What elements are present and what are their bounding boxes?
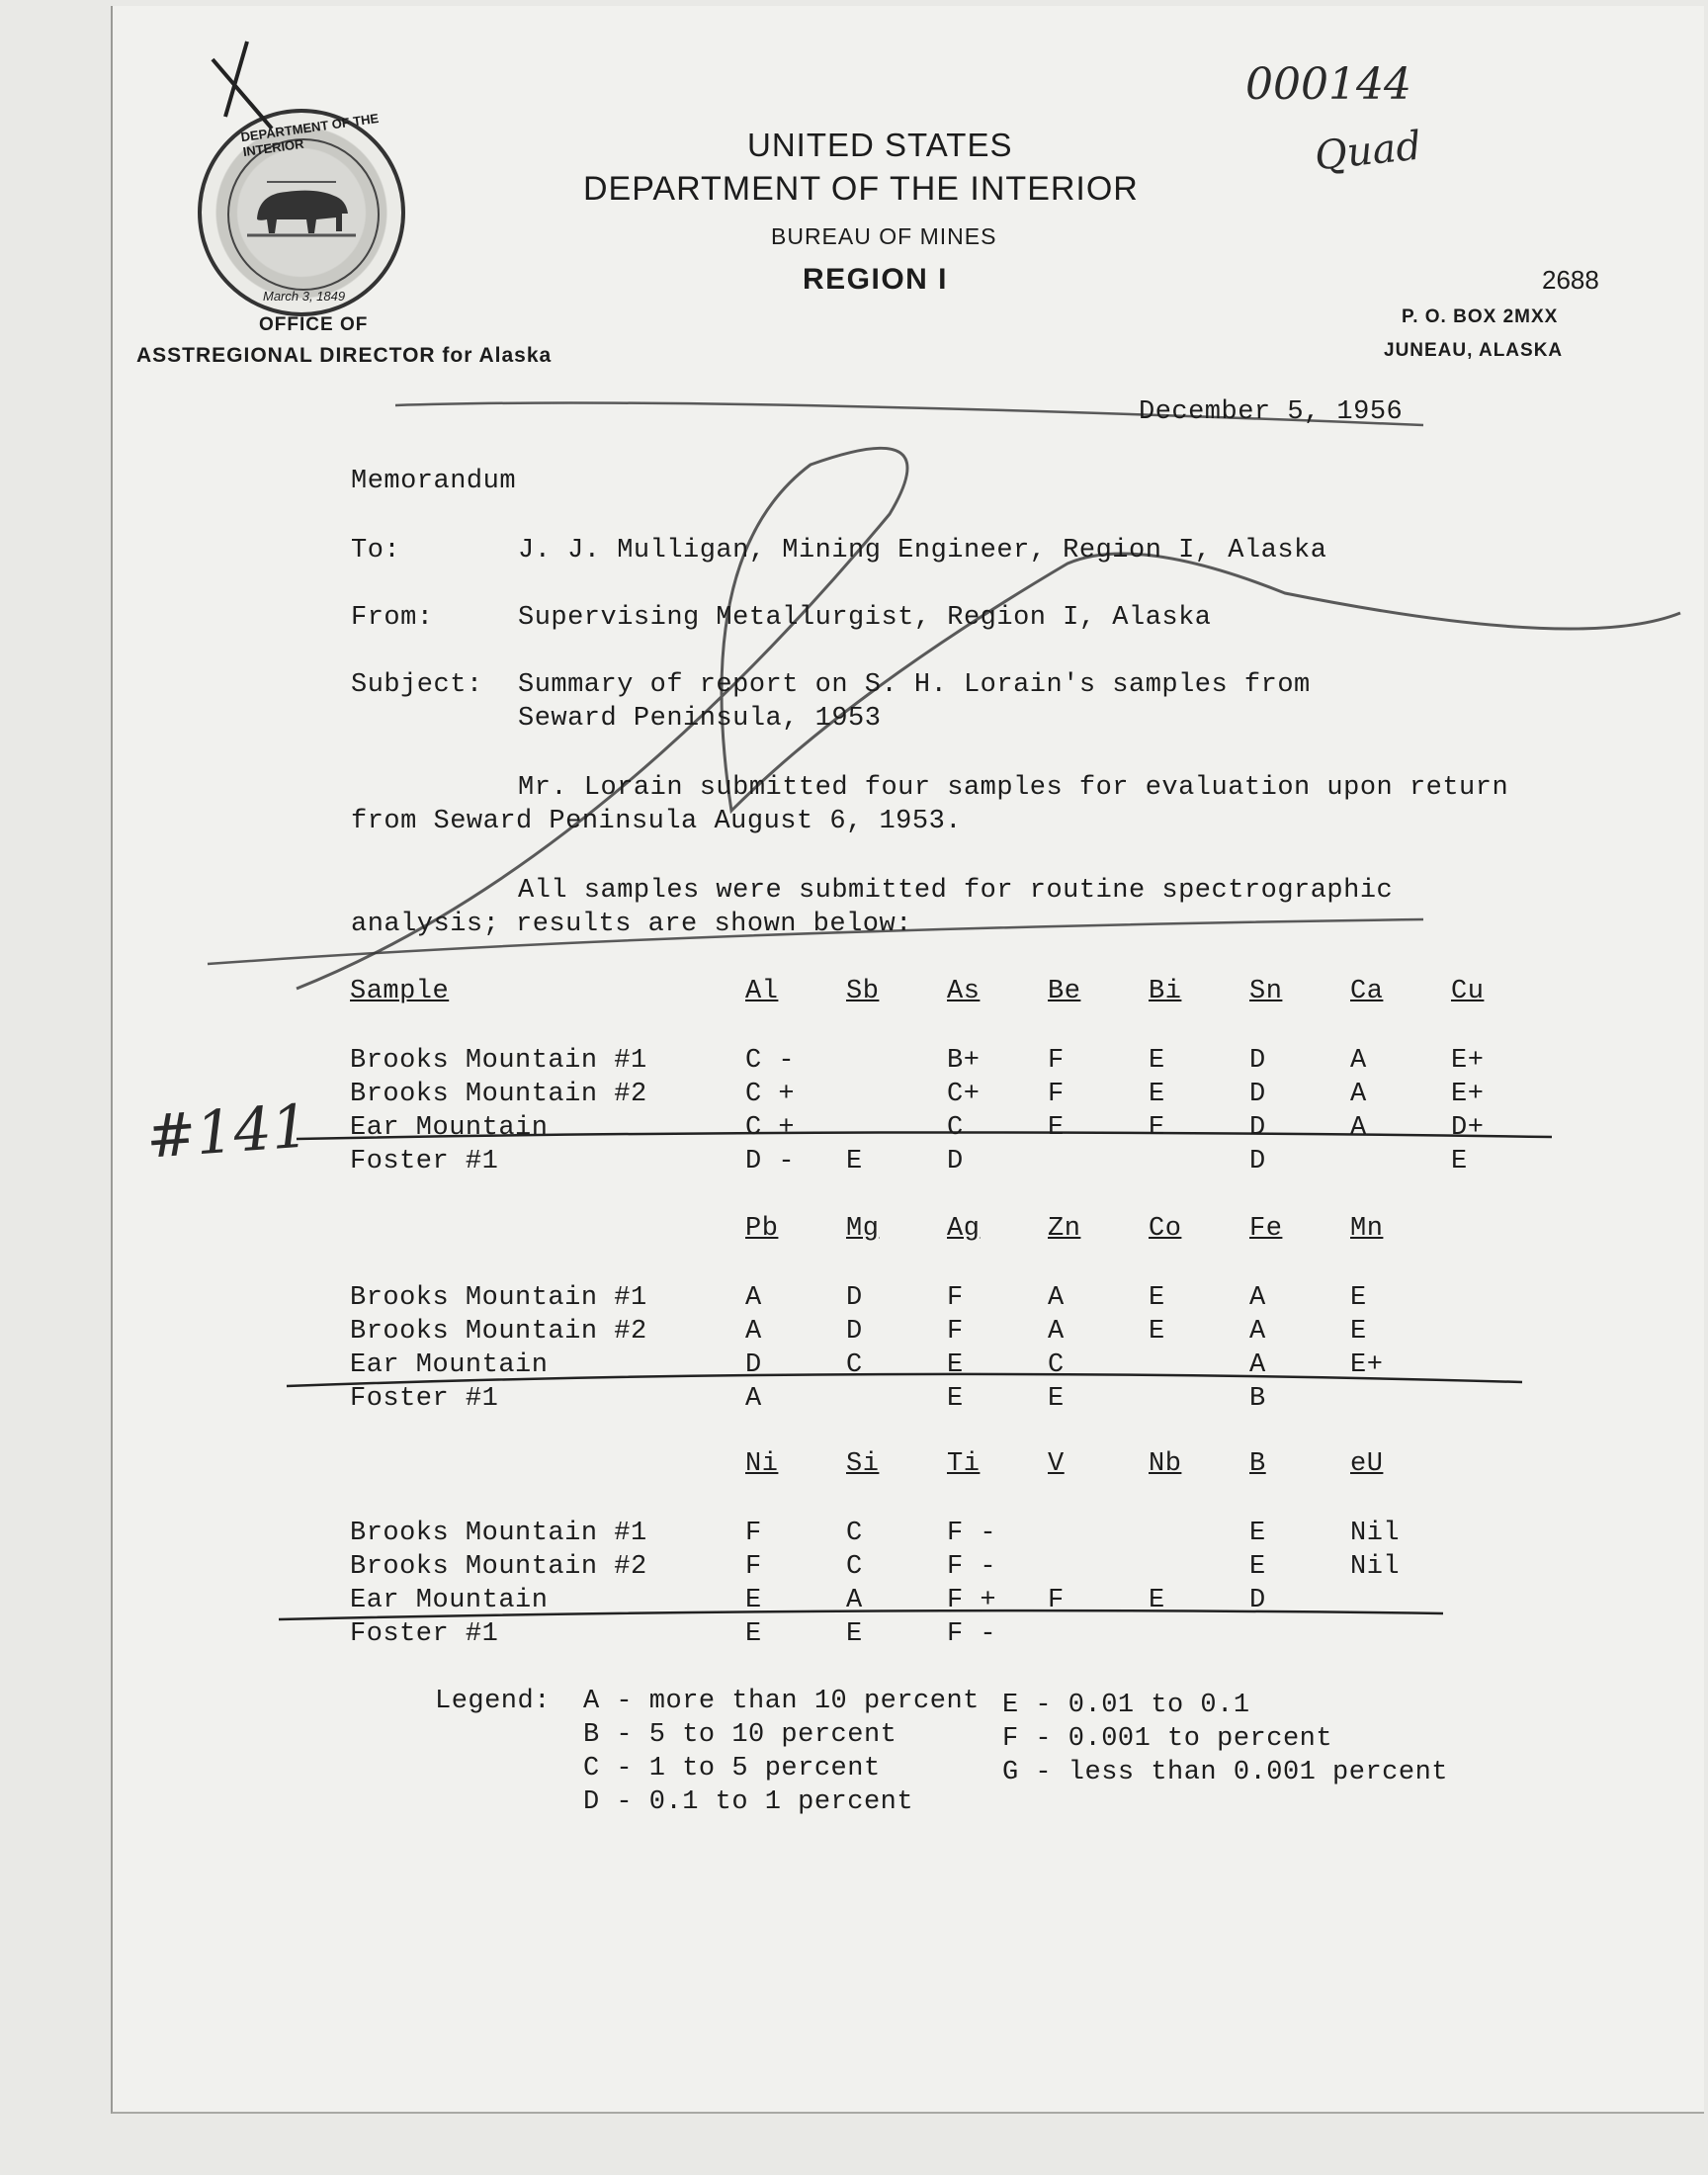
table-cell: A xyxy=(1350,1113,1367,1143)
table-cell xyxy=(1048,1147,1149,1180)
table-cell: B xyxy=(1249,1384,1266,1414)
table-cell: A xyxy=(846,1586,863,1615)
letterhead-line-3: BUREAU OF MINES xyxy=(771,223,997,249)
table-cell xyxy=(1451,1519,1552,1552)
column-header: As xyxy=(947,977,981,1006)
table-row xyxy=(350,1113,1552,1147)
table-row xyxy=(350,1552,1552,1586)
table-cell: A xyxy=(1249,1283,1266,1313)
table-row xyxy=(350,1384,1552,1418)
column-header: Bi xyxy=(1149,977,1182,1006)
table-cell: A xyxy=(1048,1317,1065,1347)
table-cell: A xyxy=(745,1317,762,1347)
table-cell xyxy=(1149,1147,1249,1180)
sample-name: Ear Mountain xyxy=(350,1586,549,1615)
table-cell: F xyxy=(1048,1046,1065,1076)
table-cell: F xyxy=(745,1552,762,1582)
seal-top-text: DEPARTMENT OF THE INTERIOR xyxy=(239,110,381,160)
table-cell: F xyxy=(1048,1080,1065,1109)
paragraph-1-line-2: from Seward Peninsula August 6, 1953. xyxy=(351,807,962,836)
table-cell: F xyxy=(745,1519,762,1548)
column-header xyxy=(350,1449,745,1519)
table-cell: D xyxy=(1249,1113,1266,1143)
results-table-1 xyxy=(350,977,1552,1180)
table-cell: D xyxy=(846,1317,863,1347)
to-label: To: xyxy=(351,536,401,566)
legend-item: F - 0.001 to percent xyxy=(1002,1724,1333,1754)
sample-name: Brooks Mountain #2 xyxy=(350,1552,647,1582)
sample-name: Foster #1 xyxy=(350,1619,499,1649)
sample-name: Brooks Mountain #2 xyxy=(350,1080,647,1109)
table-cell: E xyxy=(1249,1552,1266,1582)
table-cell xyxy=(1350,1619,1451,1653)
sample-name: Brooks Mountain #1 xyxy=(350,1283,647,1313)
table-cell: E xyxy=(1149,1113,1165,1143)
table-cell: E xyxy=(947,1384,964,1414)
column-header: Fe xyxy=(1249,1214,1283,1244)
table-cell: C xyxy=(846,1552,863,1582)
column-header: Mn xyxy=(1350,1214,1384,1244)
table-cell: E+ xyxy=(1451,1046,1485,1076)
table-cell: F xyxy=(947,1317,964,1347)
legend-label: Legend: xyxy=(435,1687,551,1716)
table-cell: F xyxy=(947,1283,964,1313)
column-header xyxy=(1451,1214,1552,1283)
results-table-3 xyxy=(350,1449,1552,1653)
table-row xyxy=(350,1519,1552,1552)
table-cell xyxy=(1451,1350,1552,1384)
legend-item: C - 1 to 5 percent xyxy=(583,1754,881,1784)
column-header: Sn xyxy=(1249,977,1283,1006)
table-cell: F + xyxy=(947,1586,997,1615)
table-cell: E xyxy=(1350,1283,1367,1313)
table-cell: D - xyxy=(745,1147,796,1176)
letterhead-line-4: REGION I xyxy=(803,263,949,296)
handwritten-note: Quad xyxy=(1312,123,1424,180)
table-row xyxy=(350,1080,1552,1113)
table-row xyxy=(350,1317,1552,1350)
stamp-number: 000144 xyxy=(1245,59,1411,110)
table-cell xyxy=(846,1384,947,1418)
sample-name: Brooks Mountain #2 xyxy=(350,1317,647,1347)
table-cell xyxy=(1149,1619,1249,1653)
table-cell: D xyxy=(1249,1586,1266,1615)
table-header-row xyxy=(350,1449,1552,1519)
column-header: Al xyxy=(745,977,779,1006)
column-header: Ag xyxy=(947,1214,981,1244)
sample-name: Brooks Mountain #1 xyxy=(350,1519,647,1548)
sample-name: Foster #1 xyxy=(350,1147,499,1176)
table-row xyxy=(350,1619,1552,1653)
table-cell: E xyxy=(745,1586,762,1615)
subject-label: Subject: xyxy=(351,670,483,700)
table-cell: E xyxy=(947,1350,964,1380)
table-cell: E xyxy=(846,1619,863,1649)
table-cell xyxy=(1048,1619,1149,1653)
table-row xyxy=(350,1283,1552,1317)
table-cell xyxy=(1048,1552,1149,1586)
table-cell: C xyxy=(1048,1350,1065,1380)
table-row xyxy=(350,1350,1552,1384)
table-cell xyxy=(1249,1619,1350,1653)
table-cell: A xyxy=(1350,1080,1367,1109)
column-header: Ca xyxy=(1350,977,1384,1006)
table-cell: E xyxy=(1149,1586,1165,1615)
from-label: From: xyxy=(351,603,434,633)
column-header: Be xyxy=(1048,977,1081,1006)
table-cell xyxy=(1451,1283,1552,1317)
table-cell: D xyxy=(1249,1147,1266,1176)
table-row xyxy=(350,1586,1552,1619)
to-value: J. J. Mulligan, Mining Engineer, Region I, Alaska xyxy=(518,536,1327,566)
table-cell xyxy=(1149,1350,1249,1384)
table-cell xyxy=(1451,1317,1552,1350)
table-cell xyxy=(846,1046,947,1080)
column-header: eU xyxy=(1350,1449,1384,1479)
table-header-row xyxy=(350,977,1552,1046)
legend-item: A - more than 10 percent xyxy=(583,1687,980,1716)
table-cell xyxy=(1149,1384,1249,1418)
table-cell: A xyxy=(1249,1317,1266,1347)
table-cell xyxy=(1451,1552,1552,1586)
table-cell: A xyxy=(1048,1283,1065,1313)
table-cell: E xyxy=(1149,1046,1165,1076)
table-cell: C + xyxy=(745,1080,796,1109)
table-row xyxy=(350,1046,1552,1080)
table-cell xyxy=(1451,1619,1552,1653)
table-cell xyxy=(1149,1519,1249,1552)
table-cell: C + xyxy=(745,1113,796,1143)
table-cell: A xyxy=(745,1384,762,1414)
legend-item: D - 0.1 to 1 percent xyxy=(583,1787,914,1817)
table-cell: F xyxy=(1048,1586,1065,1615)
table-cell xyxy=(1451,1384,1552,1418)
po-box: P. O. BOX 2MXX xyxy=(1402,306,1559,327)
column-header: Sample xyxy=(350,977,450,1006)
handwritten-number: #141 xyxy=(143,1091,312,1173)
table-cell: Nil xyxy=(1350,1519,1401,1548)
from-value: Supervising Metallurgist, Region I, Alaska xyxy=(518,603,1212,633)
table-cell: E xyxy=(1451,1147,1468,1176)
subject-line-2: Seward Peninsula, 1953 xyxy=(518,704,882,734)
table-cell: E xyxy=(1048,1384,1065,1414)
column-header xyxy=(350,1214,745,1283)
column-header: Nb xyxy=(1149,1449,1182,1479)
table-cell: E xyxy=(1149,1080,1165,1109)
memo-type: Memorandum xyxy=(351,467,517,496)
column-header: Pb xyxy=(745,1214,779,1244)
memo-date: December 5, 1956 xyxy=(1139,397,1404,427)
column-header: Ti xyxy=(947,1449,981,1479)
legend-item: E - 0.01 to 0.1 xyxy=(1002,1691,1250,1720)
table-row xyxy=(350,1147,1552,1180)
table-cell xyxy=(1350,1384,1451,1418)
table-cell xyxy=(846,1080,947,1113)
table-cell: E xyxy=(1249,1519,1266,1548)
table-cell: D xyxy=(1249,1046,1266,1076)
paragraph-2-line-1: All samples were submitted for routine spectrographic xyxy=(518,876,1394,906)
column-header: B xyxy=(1249,1449,1266,1479)
table-cell xyxy=(1149,1552,1249,1586)
table-cell xyxy=(846,1113,947,1147)
subject-line-1: Summary of report on S. H. Lorain's samples from xyxy=(518,670,1311,700)
column-header: Ni xyxy=(745,1449,779,1479)
results-table-2 xyxy=(350,1214,1552,1418)
column-header: Cu xyxy=(1451,977,1485,1006)
table-cell: C xyxy=(947,1113,964,1143)
box-number: 2688 xyxy=(1542,265,1599,295)
table-cell xyxy=(1350,1586,1451,1619)
table-cell: E xyxy=(1149,1317,1165,1347)
sample-name: Foster #1 xyxy=(350,1384,499,1414)
table-cell xyxy=(1451,1586,1552,1619)
table-cell: F - xyxy=(947,1519,997,1548)
column-header: Co xyxy=(1149,1214,1182,1244)
table-cell: A xyxy=(745,1283,762,1313)
column-header: V xyxy=(1048,1449,1065,1479)
table-cell: E xyxy=(1350,1317,1367,1347)
sample-name: Brooks Mountain #1 xyxy=(350,1046,647,1076)
office-line-1: OFFICE OF xyxy=(259,314,369,335)
legend-item: B - 5 to 10 percent xyxy=(583,1720,897,1750)
legend-item: G - less than 0.001 percent xyxy=(1002,1758,1448,1787)
table-cell: C xyxy=(846,1350,863,1380)
seal-bottom-text: March 3, 1849 xyxy=(263,289,346,304)
table-cell xyxy=(1048,1519,1149,1552)
column-header xyxy=(1451,1449,1552,1519)
table-cell: F - xyxy=(947,1619,997,1649)
table-cell: Nil xyxy=(1350,1552,1401,1582)
table-cell: A xyxy=(1249,1350,1266,1380)
table-cell: D xyxy=(846,1283,863,1313)
column-header: Sb xyxy=(846,977,880,1006)
table-cell: E+ xyxy=(1451,1080,1485,1109)
column-header: Mg xyxy=(846,1214,880,1244)
table-cell: C+ xyxy=(947,1080,981,1109)
letterhead-line-1: UNITED STATES xyxy=(747,127,1013,163)
table-cell: D xyxy=(947,1147,964,1176)
paragraph-1-line-1: Mr. Lorain submitted four samples for evaluation upon return xyxy=(518,773,1509,803)
table-cell: B+ xyxy=(947,1046,981,1076)
table-cell: E xyxy=(846,1147,863,1176)
table-cell: D xyxy=(745,1350,762,1380)
table-cell: D xyxy=(1249,1080,1266,1109)
table-cell: E xyxy=(1048,1113,1065,1143)
table-cell xyxy=(1350,1147,1451,1180)
city: JUNEAU, ALASKA xyxy=(1384,340,1564,361)
table-cell: E xyxy=(1149,1283,1165,1313)
letterhead-line-2: DEPARTMENT OF THE INTERIOR xyxy=(583,170,1139,208)
table-cell: C xyxy=(846,1519,863,1548)
paragraph-2-line-2: analysis; results are shown below: xyxy=(351,910,912,939)
office-line-2: ASSTREGIONAL DIRECTOR for Alaska xyxy=(136,344,553,367)
table-cell: D+ xyxy=(1451,1113,1485,1143)
table-cell: E xyxy=(745,1619,762,1649)
table-cell: A xyxy=(1350,1046,1367,1076)
table-cell: C - xyxy=(745,1046,796,1076)
table-cell: F - xyxy=(947,1552,997,1582)
column-header: Zn xyxy=(1048,1214,1081,1244)
sample-name: Ear Mountain xyxy=(350,1113,549,1143)
table-header-row xyxy=(350,1214,1552,1283)
table-cell: E+ xyxy=(1350,1350,1384,1380)
column-header: Si xyxy=(846,1449,880,1479)
sample-name: Ear Mountain xyxy=(350,1350,549,1380)
